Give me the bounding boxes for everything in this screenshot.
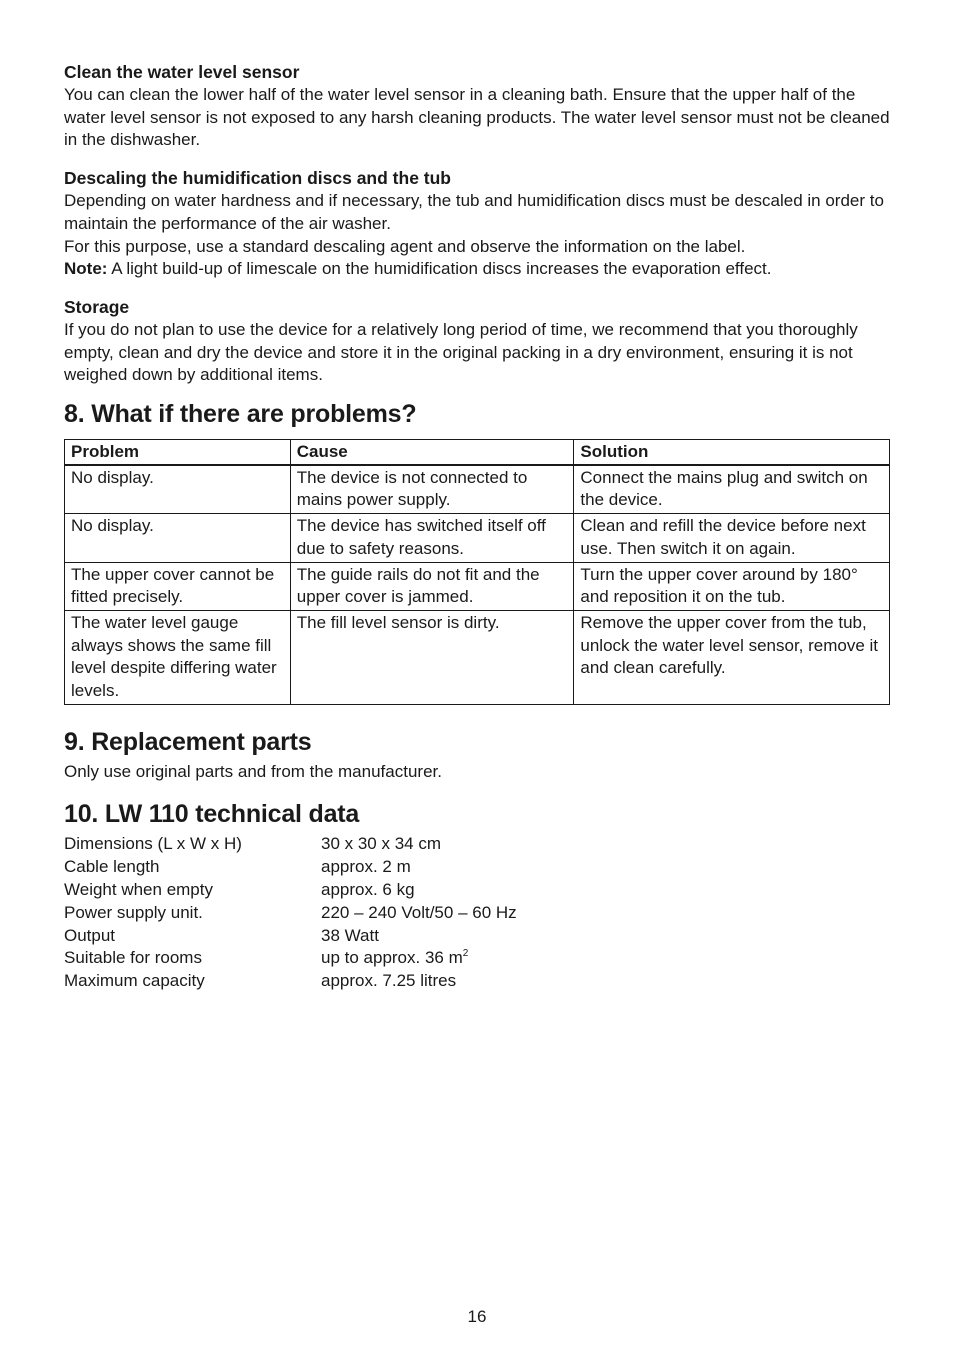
section-body: Depending on water hardness and if necessary, the tub and humidification discs must be descaled in order to maintain the performance of the air washer. bbox=[64, 191, 884, 233]
replacement-heading: 9. Replacement parts bbox=[64, 727, 312, 756]
section-title: Descaling the humidification discs and the tub bbox=[64, 168, 451, 189]
spec-label: Weight when empty bbox=[64, 880, 213, 900]
table-cell: Turn the upper cover around by 180° and reposition it on the tub. bbox=[574, 562, 890, 610]
table-row bbox=[65, 514, 890, 562]
spec-row bbox=[64, 879, 890, 902]
table-cell: Remove the upper cover from the tub, unlock the water level sensor, remove it and clean carefully. bbox=[574, 610, 890, 704]
table-cell: The fill level sensor is dirty. bbox=[290, 610, 574, 704]
table-row bbox=[65, 562, 890, 610]
section-body: For this purpose, use a standard descaling agent and observe the information on the label. bbox=[64, 236, 746, 256]
spec-value-text: up to approx. 36 m bbox=[321, 948, 463, 968]
spec-label: Suitable for rooms bbox=[64, 948, 202, 968]
section-body: If you do not plan to use the device for a relatively long period of time, we recommend that you thoroughly empty, clean and dry the device and store it in the original packing in a dry environment, ensuring it is not weighed down by additional items. bbox=[64, 319, 858, 385]
spec-row bbox=[64, 856, 890, 879]
column-header: Cause bbox=[290, 440, 574, 465]
table-cell: Clean and refill the device before next use. Then switch it on again. bbox=[574, 514, 890, 562]
table-cell: The device is not connected to mains power supply. bbox=[290, 465, 574, 514]
table-cell: No display. bbox=[65, 514, 291, 562]
table-cell: The guide rails do not fit and the upper cover is jammed. bbox=[290, 562, 574, 610]
spec-value: approx. 7.25 litres bbox=[321, 971, 457, 991]
spec-label: Output bbox=[64, 925, 116, 945]
spec-value: approx. 6 kg bbox=[321, 880, 415, 900]
spec-label: Maximum capacity bbox=[64, 971, 205, 991]
spec-label: Cable length bbox=[64, 857, 160, 877]
spec-row bbox=[64, 970, 890, 993]
section-storage bbox=[64, 295, 890, 387]
problems-heading: 8. What if there are problems? bbox=[64, 400, 417, 429]
note-label: Note: bbox=[64, 259, 108, 279]
table-cell: Connect the mains plug and switch on the device. bbox=[574, 465, 890, 514]
spec-value: 30 x 30 x 34 cm bbox=[321, 834, 442, 854]
note-text: A light build-up of limescale on the humidification discs increases the evaporation effect. bbox=[107, 259, 772, 279]
section-water-sensor bbox=[64, 60, 890, 152]
table-cell: The upper cover cannot be fitted precisely. bbox=[65, 562, 291, 610]
table-cell: The device has switched itself off due to safety reasons. bbox=[290, 514, 574, 562]
note bbox=[64, 258, 890, 281]
column-header: Solution bbox=[574, 440, 890, 465]
superscript: 2 bbox=[462, 948, 469, 960]
column-header: Problem bbox=[65, 440, 291, 465]
section-body: You can clean the lower half of the water level sensor in a cleaning bath. Ensure that the upper half of the water level sensor is not exposed to any harsh cleaning products. The water level sensor must not be cleaned in the dishwasher. bbox=[64, 85, 890, 150]
table-row bbox=[65, 610, 890, 704]
spec-value: approx. 2 m bbox=[321, 857, 411, 877]
page-number: 16 bbox=[467, 1307, 487, 1326]
spec-row bbox=[64, 925, 890, 948]
document-page bbox=[64, 60, 890, 993]
table-cell: The water level gauge always shows the same fill level despite differing water levels. bbox=[65, 610, 291, 704]
spec-row bbox=[64, 947, 890, 970]
spec-label: Power supply unit. bbox=[64, 902, 203, 922]
spec-label: Dimensions (L x W x H) bbox=[64, 834, 242, 854]
table-header-row bbox=[65, 440, 890, 465]
problems-table bbox=[64, 439, 890, 705]
technical-heading: 10. LW 110 technical data bbox=[64, 800, 360, 829]
table-row bbox=[65, 465, 890, 514]
spec-list bbox=[64, 833, 890, 993]
spec-row bbox=[64, 902, 890, 925]
section-descaling bbox=[64, 166, 890, 281]
spec-value bbox=[321, 947, 468, 970]
replacement-body: Only use original parts and from the manufacturer. bbox=[64, 761, 442, 781]
spec-value: 38 Watt bbox=[321, 925, 379, 945]
section-title: Clean the water level sensor bbox=[64, 62, 300, 82]
spec-row bbox=[64, 833, 890, 856]
table-cell: No display. bbox=[65, 465, 291, 514]
spec-value: 220 – 240 Volt/50 – 60 Hz bbox=[321, 902, 517, 922]
section-title: Storage bbox=[64, 296, 130, 317]
